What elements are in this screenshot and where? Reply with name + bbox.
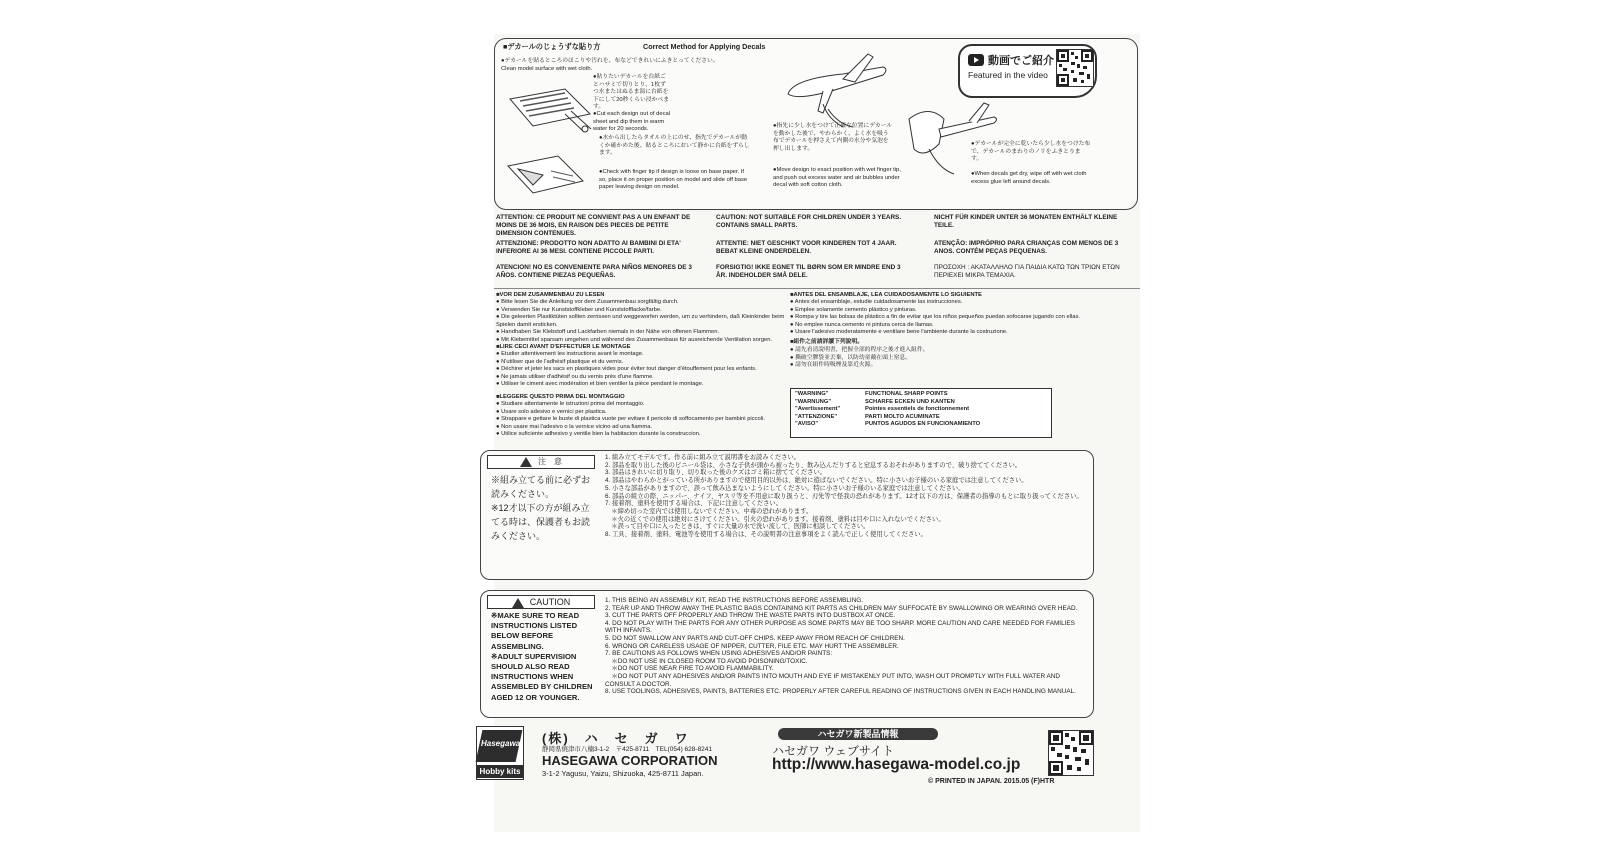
decal-step2-en: ●Cut each design out of decal sheet and dip them in warm water for 20 seconds.	[593, 111, 670, 133]
jp-caution-item: ＊火の近くでの使用は絶対にさけてください。引火の恐れがあります。接着剤、塗料は目や口に入れないでください。	[605, 515, 945, 523]
symbol-row	[795, 399, 1047, 407]
water-dish-sketch	[503, 151, 593, 201]
decal-title-en: Correct Method for Applying Decals	[643, 42, 766, 51]
en-caution-item: ＊DO NOT USE NEAR FIRE TO AVOID FLAMMABILITY.	[605, 665, 774, 673]
symbol-value: Pointes essentiels de fonctionnement	[865, 406, 970, 413]
en-caution-item: 6. WRONG OR CARELESS USAGE OF NIPPER, CUTTER, FILE ETC. MAY HURT THE ASSEMBLER.	[605, 642, 899, 650]
logo-wordmark: Hasegawa	[481, 739, 521, 748]
sharp-points-table	[790, 388, 1052, 438]
airliner-sketch	[783, 49, 893, 129]
warning-el: ΠΡΟΣΟΧΗ : ΑΚΑΤΑΛΛΗΛΟ ΓΙΑ ΠΑΙΔΙΑ ΚΑΤΩ ΤΩΝ ΤΡΙΩΝ ΕΤΩΝ ΠΕΡΙΕΧΕΙ ΜΙΚΡΑ ΤΕΜΑΧΙΑ.	[934, 264, 1120, 280]
jp-caution-item: ＊誤って目や口に入ったときは、すぐに大量の水で洗い流して、医師に相談してください。	[605, 523, 870, 531]
fr-section-body: ● Etudier attentivement les instructions avant le montage. ● N'utiliser que de l'adhésif plastique et du vernis. ● Déchirer et jeter les sacs en plastiques vides pour éviter tout danger d'étouffement pour les enfants. ● Ne jamais utiliser d'adhésif ou du vernis près d'une flamme. ● Utiliser le ciment avec modération et bien ventiler la pièce pendant le montage.	[496, 351, 757, 388]
en-caution-label-box	[487, 595, 595, 609]
jp-caution-list	[605, 454, 1089, 539]
decal-step1-en: Clean model surface with wet cloth.	[501, 66, 593, 72]
video-badge[interactable]	[958, 44, 1097, 98]
jp-caution-item: 8. 工具、接着剤、塗料、電池等を使用する場合は、その説明書の注意事項をよく読んで正しく使用してください。	[605, 531, 927, 539]
symbol-key: "WARNING"	[795, 391, 829, 397]
en-caution-panel	[480, 590, 1094, 718]
en-caution-item: ＊DO NOT PUT ANY ADHESIVES AND/OR PAINTS INTO MOUTH AND EYE IF MISTAKENLY PUT INTO, WASH OUT PROMPTLY WITH FULL WATER AND CONSULT A DOCTOR.	[605, 672, 1060, 688]
symbol-row	[795, 391, 1047, 399]
instruction-sheet	[479, 34, 1140, 832]
symbol-key: "WARNUNG"	[795, 398, 832, 405]
symbol-key: "ATTENZIONE"	[795, 413, 838, 420]
zh-section-body: ● 請先看清說明書，把握全部的程序之後才進入組件。 ● 撕破空膠袋並丟棄，以防幼童戴在頭上窒息。 ● 請勿在組件時吸煙及靠近火源。	[790, 347, 929, 369]
decal-step1-jp: ●デカールを貼るところのほこりや汚れを、布などできれいにふきとってください。	[501, 58, 719, 64]
decal-step5-en: ●When decals get dry, wipe off with wet cloth excess glue left around decals.	[971, 171, 1087, 185]
qr-code-video[interactable]	[1056, 49, 1094, 87]
en-caution-item: ＊DO NOT USE IN CLOSED ROOM TO AVOID POISONING/TOXIC.	[605, 657, 808, 665]
it-section-title: ■LEGGERE QUESTO PRIMA DEL MONTAGGIO	[496, 394, 625, 400]
jp-caution-item: ＊締め切った室内では使用しないでください。中毒の恐れがあります。	[605, 507, 813, 515]
warning-triangle-icon	[512, 598, 524, 608]
warning-pt: ATENÇÃO: IMPRÓPRIO PARA CRIANÇAS COM MENOS DE 3 ANOS. CONTÉM PEÇAS PEQUENAS.	[934, 240, 1119, 256]
jp-caution-item: 3. 部品はきれいに切り取り、切り取った後のクズはゴミ箱に捨ててください。	[605, 469, 827, 477]
warning-fr: ATTENTION: CE PRODUIT NE CONVIENT PAS A UN ENFANT DE MOINS DE 36 MOIS, EN RAISON DES PIECES DE PETITE DIMENSION CONTENUES.	[496, 214, 691, 238]
symbol-row	[795, 406, 1047, 414]
symbol-row	[795, 421, 1047, 429]
es-section-body: ● Antes del ensamblaje, estudie cuidadosamente las instrucciones. ● Emplee solamente cemento plástico y pinturas. ● Rompa y tire las bolsas de plástico a fin de evitar que los niños pequeños puedan sofocarse jugando con ellas. ● No emplee nunca cemento ni pintura cerca de llamas. ● Usare l'adesivo moderatamente e ventilare bene l'ambiente durante la costruzione.	[790, 299, 1080, 336]
decal-step5-jp: ●デカールが完全に乾いたら少し水をつけた布で、デカールのまわりのノリをふきとります。	[971, 141, 1091, 163]
it-section-body: ● Studiare attentamente le istruzioni prima del montaggio. ● Usare solo adesivo e vernici per plastica. ● Strappare e gettare le buste di plastica vuote per evitare il pericolo di soffocamento per bambini piccoli. ● Non usare mai l'adesivo o la vernice vicino ad una fiamma. ● Utilice suficiente adhesivo y ventile bien la habitacion durante la construccion.	[496, 401, 765, 438]
zh-section-title: ■組件之前請詳讀下列說明。	[790, 339, 864, 345]
decal-step3-en: ●Check with finger tip if design is loose on base paper. If so, place it on proper position on model and slide off base paper leaving design on model.	[599, 169, 748, 191]
en-caution-label: CAUTION	[529, 597, 571, 607]
video-label-en: Featured in the video	[968, 70, 1048, 80]
symbol-row	[795, 414, 1047, 422]
decal-step4-en: ●Move design to exact position with wet finger tip, and push out excess water and air bubbles under decal with soft cotton cloth.	[773, 167, 901, 189]
company-name-jp: (株) ハ セ ガ ワ	[542, 731, 690, 746]
jp-caution-item: 1. 組み立てモデルです。作る前に組み立て説明書をお読みください。	[605, 454, 801, 461]
symbol-value: PUNTOS AGUDOS EN FUNCIONAMIENTO	[865, 421, 981, 428]
warning-it: ATTENZIONE: PRODOTTO NON ADATTO AI BAMBINI DI ETA' INFERIORE AI 36 MESI. CONTIENE PICCOLE PARTI.	[496, 240, 681, 256]
symbol-value: FUNCTIONAL SHARP POINTS	[865, 391, 948, 397]
symbol-value: PARTI MOLTO ACUMINATE	[865, 413, 940, 420]
section-divider	[494, 288, 1140, 289]
logo-hobby-kits: Hobby kits	[477, 765, 523, 778]
jp-caution-item: 7. 接着剤、塗料を使用する場合は、下記に注意してください。	[605, 500, 783, 508]
en-caution-item: 2. TEAR UP AND THROW AWAY THE PLASTIC BAGS CONTAINING KIT PARTS AS CHILDREN MAY SUFFOCATE BY SWALLOWING OR WEARING OVER HEAD.	[605, 604, 1078, 612]
jp-caution-item: 4. 部品はやわらかとがっている所がありますので使用目的以外は、絶対に遊ばないでください。特に小さいお子様のいる家庭では注意してください。	[605, 477, 1028, 485]
hasegawa-logo	[476, 726, 524, 780]
jp-caution-panel	[480, 450, 1094, 580]
decal-step2-jp: ●貼りたいデカールを台紙ごとハサミで切りとり、1枚ずつ水またはぬるま湯に台紙を下にして20秒くらい浸かべます。	[593, 74, 670, 111]
en-caution-item: 3. CUT THE PARTS OFF PROPERLY AND THROW THE WASTE PARTS INTO DUSTBOX AT ONCE.	[605, 612, 896, 620]
qr-code-icon	[1057, 50, 1093, 86]
qr-code-icon	[1049, 731, 1093, 775]
de-section-title: ■VOR DEM ZUSAMMENBAU ZU LESEN	[496, 292, 605, 298]
website-url-link[interactable]: http://www.hasegawa-model.co.jp	[772, 756, 1021, 773]
warning-en: CAUTION: NOT SUITABLE FOR CHILDREN UNDER 3 YEARS. CONTAINS SMALL PARTS.	[716, 214, 902, 230]
warning-es: ATENCION! NO ES CONVENIENTE PARA NIÑOS MENORES DE 3 AÑOS. CONTIENE PIEZAS PEQUEÑAS.	[496, 264, 692, 280]
play-icon	[968, 54, 984, 66]
new-products-badge[interactable]: ハセガワ新製品情報	[778, 728, 938, 740]
symbol-value: SCHARFE ECKEN UND KANTEN	[865, 398, 955, 405]
warning-de: NICHT FÜR KINDER UNTER 36 MONATEN ENTHÄLT KLEINE TEILE.	[934, 214, 1118, 230]
symbol-key: "Avertissement"	[795, 406, 841, 413]
jp-caution-item: 2. 部品を取り出した後のビニール袋は、小さな子供が頭から被ったり、飲み込んだりすると窒息するおそれがありますので、破り捨ててください。	[605, 461, 1022, 469]
en-caution-side-note: ※MAKE SURE TO READ INSTRUCTIONS LISTED BELOW BEFORE ASSEMBLING. ※ADULT SUPERVISION SHOULD ALSO READ INSTRUCTIONS WHEN ASSEMBLED BY CHILDREN AGED 12 OR YOUNGER.	[491, 611, 593, 702]
decal-step4-jp: ●指先に少し水をつけて正確な位置にデカールを動かした後で、やわらかく、よく水を吸う布でデカールを押さえて内側の水分や気泡を押し出します。	[773, 123, 893, 152]
decal-step3-jp: ●水から出したらタオルの上にのせ、指先でデカールが動くか確かめた後、貼るところにおいて静かに台紙をずらします。	[599, 135, 750, 157]
jp-caution-item: 5. 小さな部品がありますので、誤って飲み込まないようにしてください。特に小さいお子様のいる家庭では注意してください。	[605, 484, 965, 492]
decal-sheet-sketch	[505, 79, 600, 134]
video-label-jp: 動画でご紹介	[988, 55, 1054, 67]
decal-title-jp: ■デカールのじょうずな貼り方	[503, 42, 601, 51]
warning-da: FORSIGTIG! IKKE EGNET TIL BØRN SOM ER MINDRE END 3 ÅR. INDEHOLDER SMÅ DELE.	[716, 264, 901, 280]
decal-method-panel	[494, 38, 1138, 210]
jp-caution-item: 6. 部品の組立の際、ニッパー、ナイフ、ヤスリ等を不用意に取り扱うと、刃先等で怪我の恐れがあります。12才以下の方は、保護者の指導のもとに取り扱ってください。	[605, 492, 1083, 500]
company-address-en: 3-1-2 Yagusu, Yaizu, Shizuoka, 425-8711 Japan.	[542, 769, 704, 778]
printed-in-japan: © PRINTED IN JAPAN. 2015.05 (F)HTR	[928, 778, 1055, 785]
en-caution-list	[605, 597, 1089, 696]
company-name-en: HASEGAWA CORPORATION	[542, 753, 718, 768]
de-section-body: ● Bitte lesen Sie die Anleitung vor dem Zusammenbau sorgfältig durch. ● Verwenden Sie nur Kunststoffkleber und Kunststofflacke/farbe. ● Die geleerten Plastiktüten sollten zerrissen und weggeworfen werden, um zu verhindern, daß Kleinkinder beim Spielen damit ersticken. ● Handhaben Sie Klebstoff und Lackfarben niemals in der Nähe von offenen Flammen. ● Mit Klebemittel sparsam umgehen und während des Zusammenbaus für ausreichende Ventilation sorgen.	[496, 299, 785, 343]
en-caution-item: 5. DO NOT SWALLOW ANY PARTS AND CUT-OFF CHIPS. KEEP AWAY FROM REACH OF CHILDREN.	[605, 634, 905, 642]
company-address-jp: 静岡県焼津市八楠3-1-2 〒425-8711 TEL(054) 628-8241	[542, 746, 713, 753]
website-label-jp: ハセガワ ウェブサイト	[772, 744, 895, 758]
en-caution-item: 8. USE TOOLINGS, ADHESIVES, PAINTS, BATTERIES ETC. PROPERLY AFTER CAREFUL READING OF INSTRUCTIONS GIVEN IN EACH HANDLING MANUAL.	[605, 688, 1076, 696]
hand-wipe-sketch	[899, 99, 1009, 179]
es-section-title: ■ANTES DEL ENSAMBLAJE, LEA CUIDADOSAMENTE LO SIGUIENTE	[790, 292, 982, 298]
en-caution-item: 4. DO NOT PLAY WITH THE PARTS FOR ANY OTHER PURPOSE AS SOME PARTS MAY BE TOO SHARP. MORE CAUTION AND CARE NEEDED FOR FAMILIES WITH INFANTS.	[605, 619, 1075, 635]
jp-caution-side-note: ※組み立てる前に必ずお読みください。 ※12才以下の方が組み立てる時は、保護者もお読みください。	[491, 475, 591, 541]
en-caution-item: 7. BE CAUTIONS AS FOLLOWS WHEN USING ADHESIVES AND/OR PAINTS:	[605, 650, 833, 658]
qr-code-website[interactable]	[1048, 730, 1094, 776]
jp-caution-label-box	[487, 455, 595, 469]
symbol-key: "AVISO"	[795, 421, 819, 428]
fr-section-title: ■LIRE CECI AVANT D'EFFECTUER LE MONTAGE	[496, 344, 631, 350]
warning-nl: ATTENTIE: NIET GESCHIKT VOOR KINDEREN TOT 4 JAAR. BEBAT KLEINE ONDERDELEN.	[716, 240, 897, 256]
warning-triangle-icon	[520, 457, 532, 467]
jp-caution-label: 注 意	[538, 457, 562, 466]
en-caution-item: 1. THIS BEING AN ASSEMBLY KIT, READ THE INSTRUCTIONS BEFORE ASSEMBLING.	[605, 597, 864, 604]
